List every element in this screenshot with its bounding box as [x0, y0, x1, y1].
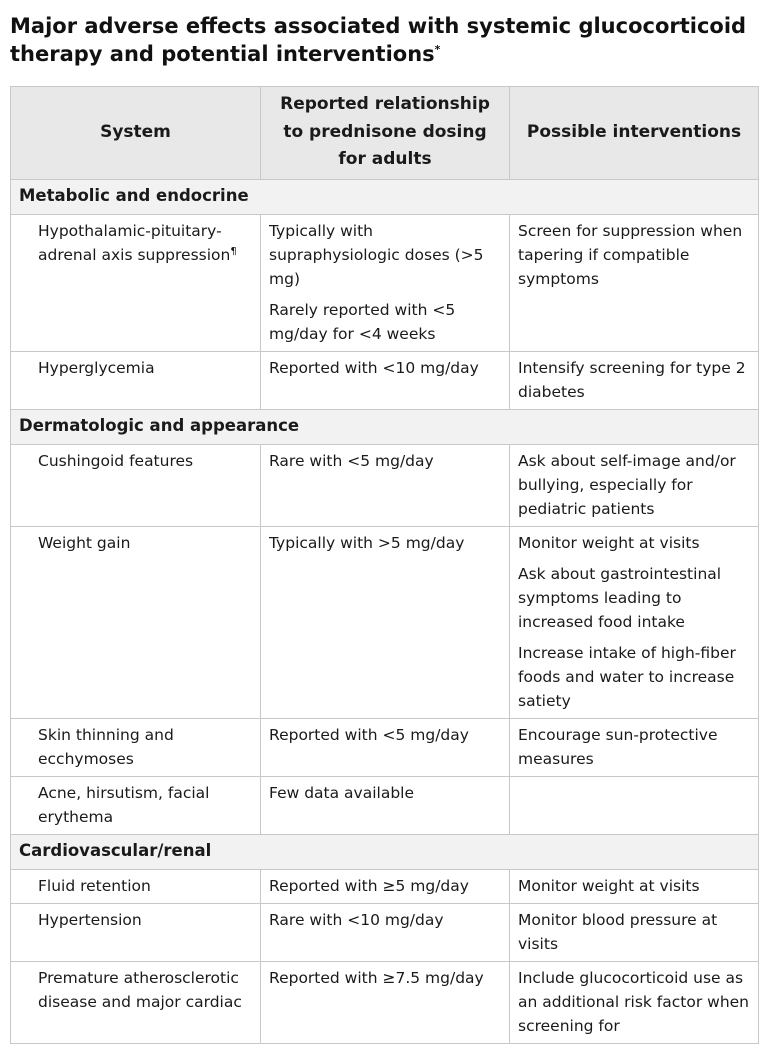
- dosing-text: Reported with <5 mg/day: [269, 725, 469, 744]
- dosing-cell: [261, 351, 510, 409]
- header-system: System: [11, 87, 261, 180]
- system-label: Acne, hirsutism, facial erythema: [38, 783, 210, 826]
- dosing-cell: [261, 869, 510, 903]
- system-cell: [11, 214, 261, 351]
- intervention-text: Monitor weight at visits: [518, 533, 700, 552]
- table-row: [11, 869, 759, 903]
- interventions-cell: [510, 869, 759, 903]
- dosing-text: Typically with supraphysiologic doses (>5 mg): [269, 221, 484, 288]
- system-label: Fluid retention: [38, 876, 151, 895]
- intervention-text: Increase intake of high-fiber foods and water to increase satiety: [518, 643, 736, 710]
- table-header-row: [11, 87, 759, 180]
- table-title: Major adverse effects associated with systemic glucocorticoid therapy and potential interventions*: [10, 14, 747, 66]
- system-label: Hyperglycemia: [38, 358, 155, 377]
- interventions-cell: [510, 961, 759, 1043]
- system-cell: [11, 718, 261, 776]
- system-label: Cushingoid features: [38, 451, 194, 470]
- intervention-text: Include glucocorticoid use as an additional risk factor when screening for: [518, 968, 750, 1035]
- table-row: [11, 961, 759, 1043]
- section-row: [11, 409, 759, 444]
- intervention-text: Monitor weight at visits: [518, 876, 700, 895]
- header-dosing: Reported relationship to prednisone dosing for adults: [261, 87, 510, 180]
- title-footnote-mark: *: [434, 43, 441, 56]
- system-cell: [11, 961, 261, 1043]
- table-row: [11, 526, 759, 718]
- intervention-text: Intensify screening for type 2 diabetes: [518, 358, 746, 401]
- interventions-cell: [510, 776, 759, 834]
- dosing-cell: [261, 526, 510, 718]
- system-cell: [11, 526, 261, 718]
- adverse-effects-table: [10, 86, 759, 1044]
- dosing-cell: [261, 961, 510, 1043]
- intervention-text: Ask about self-image and/or bullying, especially for pediatric patients: [518, 451, 736, 518]
- system-label: Hypertension: [38, 910, 142, 929]
- system-label: Premature atherosclerotic disease and major cardiac: [38, 968, 242, 1011]
- intervention-text: Ask about gastrointestinal symptoms leading to increased food intake: [518, 564, 722, 631]
- system-cell: [11, 351, 261, 409]
- table-row: [11, 903, 759, 961]
- footnote-mark: ¶: [230, 245, 237, 257]
- system-label: Hypothalamic-pituitary-adrenal axis suppression: [38, 221, 231, 264]
- dosing-text: Typically with >5 mg/day: [269, 533, 465, 552]
- dosing-text: Rare with <5 mg/day: [269, 451, 434, 470]
- dosing-text: Reported with ≥5 mg/day: [269, 876, 469, 895]
- dosing-cell: [261, 903, 510, 961]
- dosing-cell: [261, 718, 510, 776]
- dosing-text: Rare with <10 mg/day: [269, 910, 444, 929]
- table-row: [11, 444, 759, 526]
- header-interventions: Possible interventions: [510, 87, 759, 180]
- dosing-text: Reported with ≥7.5 mg/day: [269, 968, 484, 987]
- interventions-cell: [510, 214, 759, 351]
- interventions-cell: [510, 526, 759, 718]
- interventions-cell: [510, 903, 759, 961]
- table-row: [11, 718, 759, 776]
- section-row: [11, 834, 759, 869]
- interventions-cell: [510, 718, 759, 776]
- system-label: Weight gain: [38, 533, 131, 552]
- system-cell: [11, 776, 261, 834]
- section-heading: Cardiovascular/renal: [11, 834, 759, 869]
- dosing-cell: [261, 214, 510, 351]
- system-label: Skin thinning and ecchymoses: [38, 725, 174, 768]
- intervention-text: Screen for suppression when tapering if compatible symptoms: [518, 221, 743, 288]
- system-cell: [11, 444, 261, 526]
- dosing-cell: [261, 776, 510, 834]
- intervention-text: Encourage sun-protective measures: [518, 725, 718, 768]
- dosing-text: Few data available: [269, 783, 415, 802]
- table-body: [11, 179, 759, 1043]
- dosing-text: Reported with <10 mg/day: [269, 358, 479, 377]
- system-cell: [11, 903, 261, 961]
- table-row: [11, 776, 759, 834]
- interventions-cell: [510, 444, 759, 526]
- dosing-cell: [261, 444, 510, 526]
- system-cell: [11, 869, 261, 903]
- section-row: [11, 179, 759, 214]
- section-heading: Metabolic and endocrine: [11, 179, 759, 214]
- section-heading: Dermatologic and appearance: [11, 409, 759, 444]
- table-row: [11, 351, 759, 409]
- dosing-text: Rarely reported with <5 mg/day for <4 weeks: [269, 300, 456, 343]
- table-row: [11, 214, 759, 351]
- interventions-cell: [510, 351, 759, 409]
- intervention-text: Monitor blood pressure at visits: [518, 910, 718, 953]
